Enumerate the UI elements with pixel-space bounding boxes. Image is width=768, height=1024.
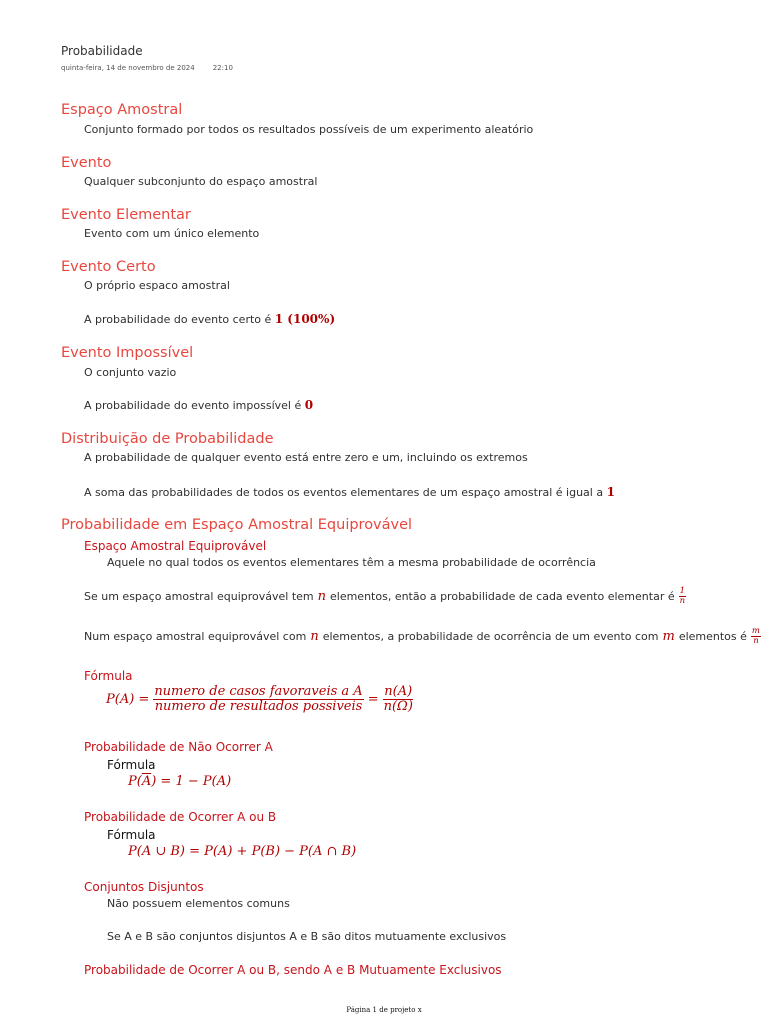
line1-part-a: Se um espaço amostral equiprovável tem <box>84 589 314 603</box>
equiprovavel-line-2 <box>84 627 761 646</box>
text-evento-impossivel-2 <box>84 398 313 412</box>
formula-den: numero de resultados possiveis <box>154 698 363 714</box>
line2-fraction <box>751 627 761 646</box>
line2-n: n <box>310 628 319 644</box>
text-evento-certo-2 <box>84 312 335 326</box>
heading-ocorrer-a-ou-b: Probabilidade de Ocorrer A ou B <box>84 810 277 824</box>
text-disjuntos-2: Se A e B são conjuntos disjuntos A e B são ditos mutuamente exclusivos <box>107 930 507 943</box>
page-time: 22:10 <box>212 64 233 72</box>
line1-frac-num: 1 <box>679 586 686 596</box>
page-date: quinta-feira, 14 de novembro de 2024 <box>61 64 195 72</box>
page-meta <box>61 64 233 72</box>
formula-fraction-2 <box>383 685 414 713</box>
page-footer: Página 1 de projeto x <box>346 1006 422 1014</box>
formula-nao-ocorrer <box>128 774 231 789</box>
line2-frac-num: m <box>751 626 760 636</box>
evento-impossivel-sentence: A probabilidade do evento impossível é <box>84 399 302 412</box>
formula-ocorrer-a-ou-b: P(A ∪ B) = P(A) + P(B) − P(A ∩ B) <box>128 844 357 859</box>
heading-evento-certo: Evento Certo <box>61 259 156 275</box>
formula-main <box>106 685 418 713</box>
subheading-nao-ocorrer-formula: Fórmula <box>107 758 156 772</box>
heading-nao-ocorrer: Probabilidade de Não Ocorrer A <box>84 740 273 754</box>
line2-part-a: Num espaço amostral equiprovável com <box>84 629 307 643</box>
text-distribuicao-1: A probabilidade de qualquer evento está entre zero e um, incluindo os extremos <box>84 451 528 464</box>
line2-part-c: elementos é <box>678 629 747 643</box>
text-evento-certo-1: O próprio espaco amostral <box>84 279 230 292</box>
formula-eq: = <box>367 691 379 707</box>
text-disjuntos-1: Não possuem elementos comuns <box>107 897 290 910</box>
line1-part-b: elementos, então a probabilidade de cada evento elementar é <box>330 589 675 603</box>
distribuicao-value: 1 <box>606 485 615 499</box>
line1-frac-den: n <box>679 595 686 606</box>
heading-disjuntos: Conjuntos Disjuntos <box>84 880 204 894</box>
evento-impossivel-value: 0 <box>304 398 314 412</box>
heading-evento: Evento <box>61 155 112 171</box>
formula-lhs: P(A) = <box>106 691 150 707</box>
distribuicao-sentence: A soma das probabilidades de todos os eventos elementares de um espaço amostral é igual a <box>84 486 604 499</box>
formula-den2: n(Ω) <box>383 698 413 714</box>
nao-ocorrer-rest: ) = 1 − P(A) <box>151 774 232 789</box>
page-title: Probabilidade <box>61 44 143 58</box>
nao-ocorrer-p: P( <box>128 774 142 789</box>
formula-fraction-1 <box>153 685 363 713</box>
subheading-equiprovavel: Espaço Amostral Equiprovável <box>84 539 267 553</box>
heading-evento-impossivel: Evento Impossível <box>61 345 194 361</box>
evento-certo-sentence: A probabilidade do evento certo é <box>84 313 272 326</box>
formula-num2: n(A) <box>384 684 413 699</box>
heading-formula: Fórmula <box>84 669 133 683</box>
heading-espaco-amostral: Espaço Amostral <box>61 102 183 118</box>
line2-m: m <box>662 628 675 644</box>
line2-frac-den: n <box>753 635 759 646</box>
text-espaco-amostral: Conjunto formado por todos os resultados possíveis de um experimento aleatório <box>84 123 534 136</box>
heading-mutuamente-exclusivos: Probabilidade de Ocorrer A ou B, sendo A e B Mutuamente Exclusivos <box>84 963 502 977</box>
line2-part-b: elementos, a probabilidade de ocorrência de um evento com <box>322 629 659 643</box>
nao-ocorrer-abar: $\overline{A}$ <box>141 774 152 789</box>
equiprovavel-line-1 <box>84 587 686 606</box>
evento-certo-value: 1 (100%) <box>274 312 336 326</box>
line1-n: n <box>317 588 326 604</box>
text-evento-elementar: Evento com um único elemento <box>84 227 260 240</box>
formula-num: numero de casos favoraveis a A <box>154 684 363 699</box>
text-distribuicao-2 <box>84 485 615 499</box>
heading-distribuicao: Distribuição de Probabilidade <box>61 431 274 447</box>
heading-equiprovavel: Probabilidade em Espaço Amostral Equiprovável <box>61 517 413 533</box>
text-equiprovavel: Aquele no qual todos os eventos elementares têm a mesma probabilidade de ocorrência <box>107 556 596 569</box>
line1-fraction <box>679 587 686 606</box>
heading-evento-elementar: Evento Elementar <box>61 207 191 223</box>
text-evento: Qualquer subconjunto do espaço amostral <box>84 175 318 188</box>
subheading-ocorrer-formula: Fórmula <box>107 828 156 842</box>
text-evento-impossivel-1: O conjunto vazio <box>84 366 177 379</box>
